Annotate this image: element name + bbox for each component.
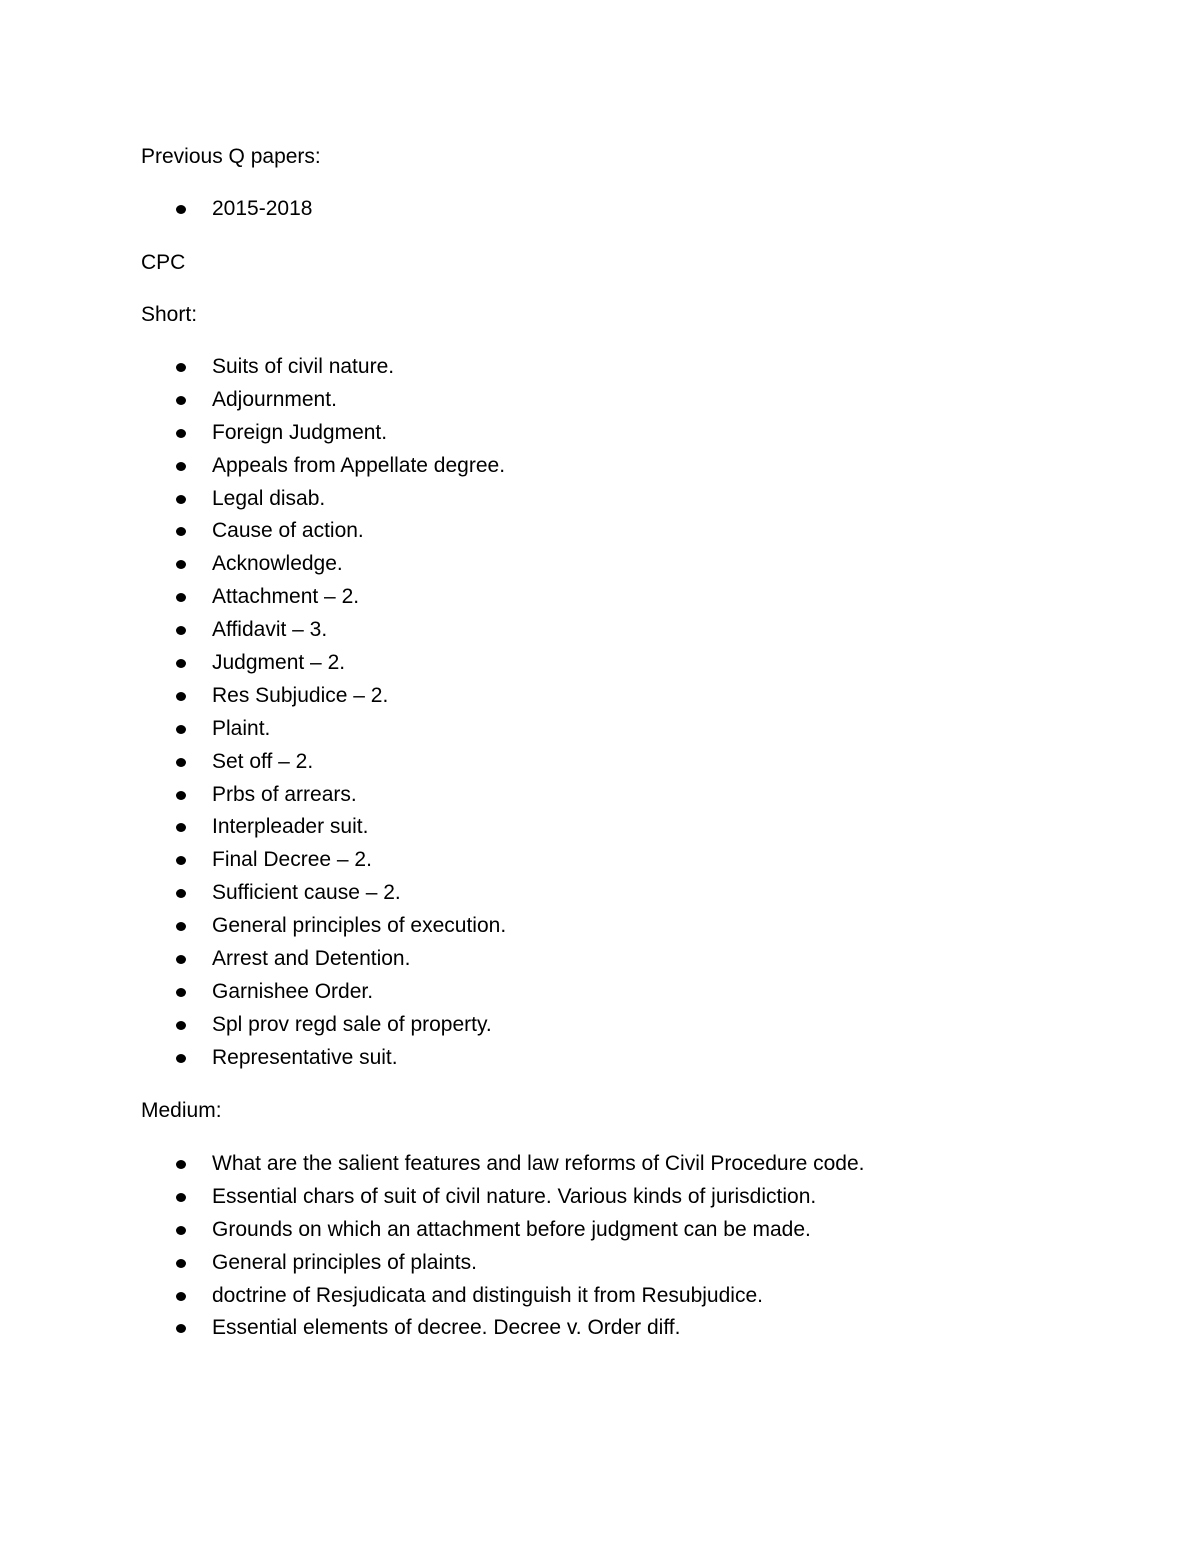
bullet-icon [176, 495, 186, 504]
year-item-text: 2015-2018 [212, 197, 313, 220]
bullet-icon [176, 1193, 186, 1202]
bullet-icon [176, 922, 186, 931]
bullet-icon [176, 725, 186, 734]
short-question-text: Arrest and Detention. [212, 947, 411, 971]
short-question-text: General principles of execution. [212, 914, 507, 938]
bullet-icon [176, 856, 186, 865]
short-heading: Short: [141, 303, 198, 326]
bullet-icon [176, 1054, 186, 1063]
medium-question-text: General principles of plaints. [212, 1250, 477, 1274]
bullet-icon [176, 527, 186, 536]
short-question-text: Affidavit – 3. [212, 618, 328, 642]
short-question-text: Judgment – 2. [212, 651, 346, 675]
bullet-icon [176, 889, 186, 898]
subject-heading: CPC [141, 251, 186, 274]
medium-heading: Medium: [141, 1099, 222, 1122]
bullet-icon [176, 1160, 186, 1169]
short-question-text: Set off – 2. [212, 749, 314, 773]
short-question-text: Interpleader suit. [212, 815, 369, 839]
bullet-icon [176, 205, 186, 214]
bullet-icon [176, 692, 186, 701]
bullet-icon [176, 560, 186, 569]
short-question-text: Representative suit. [212, 1045, 398, 1069]
bullet-icon [176, 758, 186, 767]
short-question-text: Prbs of arrears. [212, 782, 357, 806]
short-question-text: Res Subjudice – 2. [212, 683, 389, 707]
short-question-text: Suits of civil nature. [212, 355, 395, 378]
short-question-text: Garnishee Order. [212, 979, 374, 1003]
bullet-icon [176, 593, 186, 602]
short-question-text: Appeals from Appellate degree. [212, 453, 506, 477]
bullet-icon [176, 988, 186, 997]
bullet-icon [176, 791, 186, 800]
bullet-icon [176, 363, 186, 372]
medium-question-text: Essential chars of suit of civil nature. Various kinds of jurisdiction. [212, 1184, 817, 1208]
medium-question-text: doctrine of Resjudicata and distinguish it from Resubjudice. [212, 1283, 763, 1307]
short-question-text: Legal disab. [212, 486, 326, 510]
bullet-icon [176, 626, 186, 635]
short-question-text: Plaint. [212, 716, 271, 740]
short-question-text: Attachment – 2. [212, 585, 360, 609]
medium-question-text: What are the salient features and law reforms of Civil Procedure code. [212, 1152, 865, 1175]
short-question-text: Spl prov regd sale of property. [212, 1012, 492, 1036]
short-question-text: Final Decree – 2. [212, 848, 372, 872]
bullet-icon [176, 429, 186, 438]
short-question-text: Adjournment. [212, 387, 337, 411]
bullet-icon [176, 659, 186, 668]
short-question-text: Cause of action. [212, 519, 364, 543]
bullet-icon [176, 1021, 186, 1030]
bullet-icon [176, 1292, 186, 1301]
bullet-icon [176, 462, 186, 471]
short-question-text: Foreign Judgment. [212, 420, 388, 444]
bullet-icon [176, 823, 186, 832]
bullet-icon [176, 1259, 186, 1268]
medium-question-text: Essential elements of decree. Decree v. Order diff. [212, 1316, 681, 1340]
medium-question-text: Grounds on which an attachment before judgment can be made. [212, 1217, 811, 1241]
bullet-icon [176, 396, 186, 405]
bullet-icon [176, 1226, 186, 1235]
bullet-icon [176, 955, 186, 964]
short-question-text: Acknowledge. [212, 552, 343, 576]
previous-papers-heading: Previous Q papers: [141, 145, 321, 168]
bullet-icon [176, 1324, 186, 1333]
short-question-text: Sufficient cause – 2. [212, 881, 401, 905]
